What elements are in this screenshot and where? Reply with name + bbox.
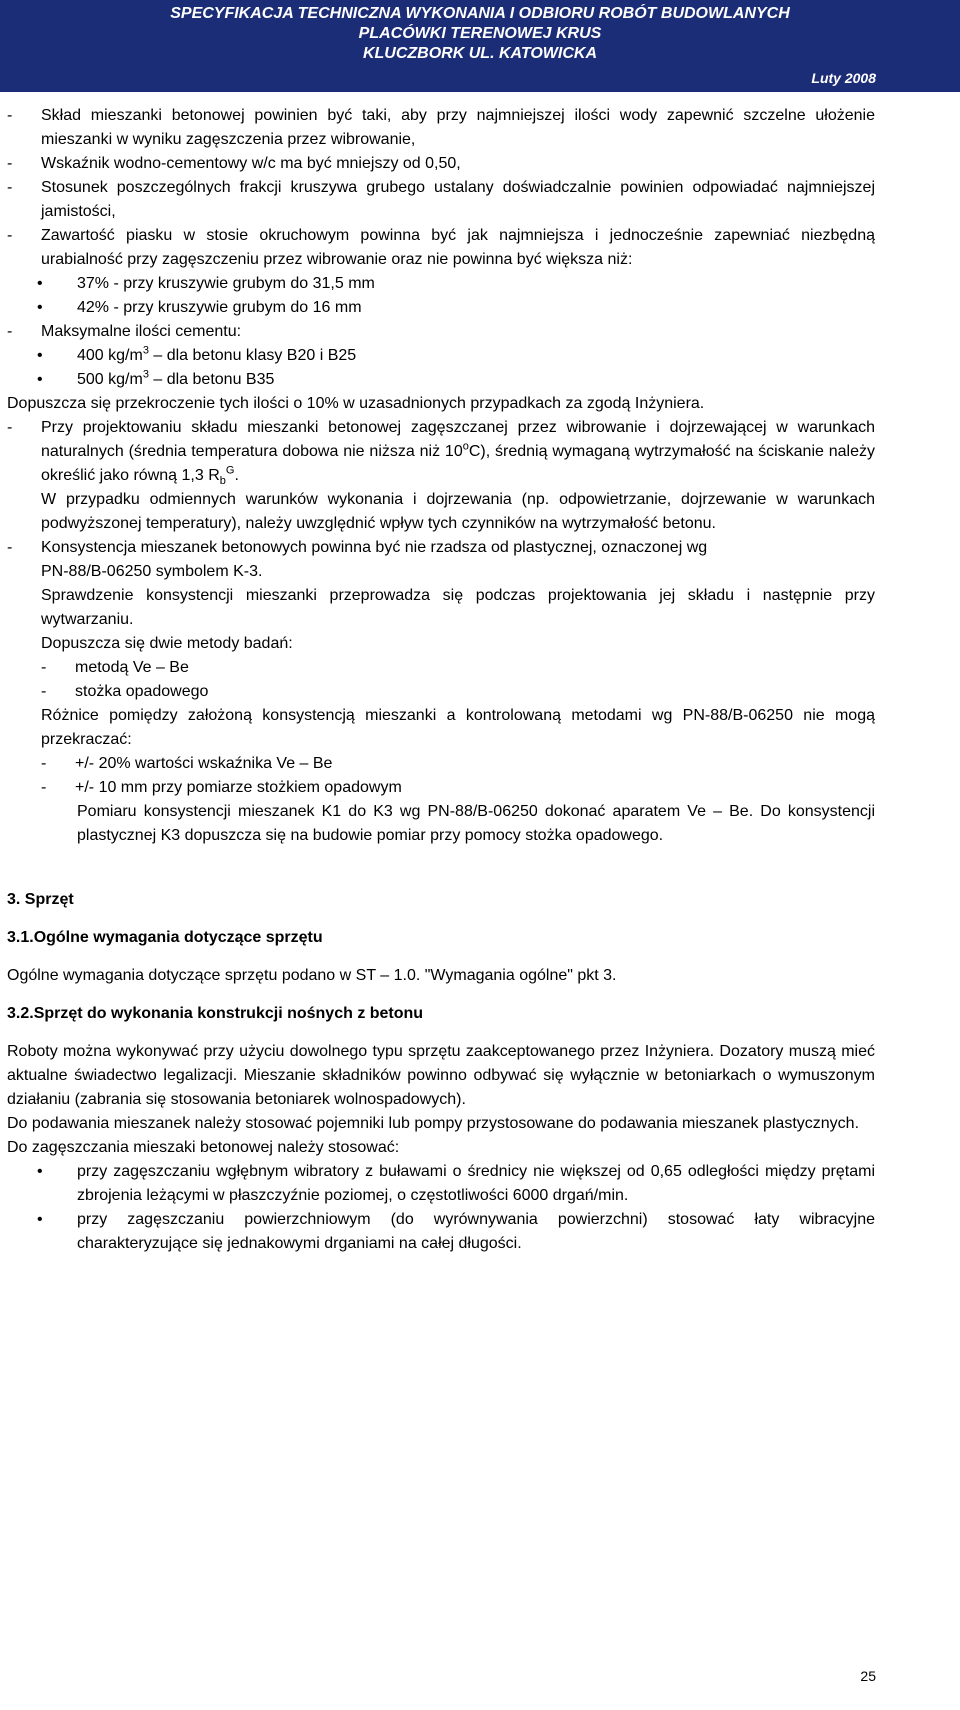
bullet-item [7, 1160, 875, 1208]
list-item: - stożka opadowego [7, 680, 875, 704]
page-number: 25 [860, 1668, 876, 1684]
paragraph: Przy projektowaniu składu mieszanki betonowej zagęszczanej przez wibrowanie i dojrzewającej w warunkach naturalnych (średnia temperatura dobowa nie niższa niż 10$^o$C), średnią wymaganą wytrzymałość na ściskanie należy określić jako równą 1,3 $R_b^G$. [41, 419, 875, 488]
list-text: +/- 20% wartości wskaźnika Ve – Be [75, 755, 333, 772]
paragraph: Do zagęszczania mieszaki betonowej należy stosować: [7, 1139, 400, 1156]
paragraph: Dopuszcza się przekroczenie tych ilości o 10% w uzasadnionych przypadkach za zgodą Inżyniera. [7, 395, 705, 412]
bullet-text: 42% - przy kruszywie grubym do 16 mm [77, 299, 362, 316]
subsection-heading: 3.2.Sprzęt do wykonania konstrukcji nośnych z betonu [7, 1005, 424, 1022]
list-item: - metodą Ve – Be [7, 656, 875, 680]
page-header [0, 0, 960, 92]
paragraph: Ogólne wymagania dotyczące sprzętu podano w ST – 1.0. "Wymagania ogólne" pkt 3. [7, 967, 617, 984]
paragraph: W przypadku odmiennych warunków wykonania i dojrzewania (np. odpowietrzanie, dojrzewanie w warunkach podwyższonej temperatury), należy uwzględnić wpływ tych czynników na wytrzymałość betonu. [41, 491, 875, 532]
paragraph: Skład mieszanki betonowej powinien być taki, aby przy najmniejszej ilości wody zapewnić szczelne ułożenie mieszanki w wyniku zagęszczenia przez wibrowanie, [41, 107, 875, 148]
list-item: - Przy projektowaniu składu mieszanki betonowej zagęszczanej przez wibrowanie i dojrzewającej w warunkach naturalnych (średnia temperatura dobowa nie niższa niż 10$^o$C), średnią wymaganą wytrzymałość na ściskanie należy określić jako równą 1,3 $R_b^G$. [7, 416, 875, 488]
paragraph: Do podawania mieszanek należy stosować pojemniki lub pompy przystosowane do podawania mieszanek plastycznych. [7, 1115, 860, 1132]
bullet-text: 500 $kg/m^3$ – dla betonu B35 [77, 368, 275, 388]
header-date: Luty 2008 [811, 70, 876, 86]
list-item: - Stosunek poszczególnych frakcji kruszywa grubego ustalany doświadczalnie powinien odpowiadać najmniejszej jamistości, [7, 176, 875, 224]
paragraph: Maksymalne ilości cementu: [41, 323, 242, 340]
paragraph: Sprawdzenie konsystencji mieszanki przeprowadza się podczas projektowania jej składu i następnie przy wytwarzaniu. [41, 587, 875, 628]
paragraph: PN-88/B-06250 symbolem K-3. [41, 563, 263, 580]
paragraph: Dopuszcza się dwie metody badań: [41, 635, 293, 652]
section-heading: 3. Sprzęt [7, 891, 74, 908]
bullet-item [7, 344, 875, 368]
paragraph: Wskaźnik wodno-cementowy w/c ma być mniejszy od 0,50, [41, 155, 461, 172]
bullet-item [7, 368, 875, 392]
bullet-text: przy zagęszczaniu powierzchniowym (do wyrównywania powierzchni) stosować łaty wibracyjne charakteryzujące się jednakowymi drganiami na całej długości. [77, 1211, 875, 1252]
paragraph: Różnice pomiędzy założoną konsystencją mieszanki a kontrolowaną metodami wg PN-88/B-06250 nie mogą przekraczać: [41, 707, 875, 748]
list-item: - Konsystencja mieszanek betonowych powinna być nie rzadsza od plastycznej, oznaczonej wg [7, 536, 875, 560]
list-item: - Zawartość piasku w stosie okruchowym powinna być jak najmniejsza i jednocześnie zapewniać niezbędną urabialność przy zagęszczeniu przez wibrowanie oraz nie powinna być większa niż: [7, 224, 875, 272]
paragraph: Zawartość piasku w stosie okruchowym powinna być jak najmniejsza i jednocześnie zapewniać niezbędną urabialność przy zagęszczeniu przez wibrowanie oraz nie powinna być większa niż: [41, 227, 875, 268]
bullet-item [7, 1208, 875, 1256]
paragraph: Roboty można wykonywać przy użyciu dowolnego typu sprzętu zaakceptowanego przez Inżyniera. Dozatory muszą mieć aktualne świadectwo legalizacji. Mieszanie składników powinno odbywać się wyłącznie w betoniarkach o wymuszonym działaniu (zabrania się stosowania betoniarek wolnospadowych). [7, 1043, 875, 1108]
header-title-line1: SPECYFIKACJA TECHNICZNA WYKONANIA I ODBIORU ROBÓT BUDOWLANYCH [170, 5, 790, 22]
list-item: - Maksymalne ilości cementu: [7, 320, 875, 344]
list-item: - Wskaźnik wodno-cementowy w/c ma być mniejszy od 0,50, [7, 152, 875, 176]
bullet-icon [37, 368, 77, 392]
bullet-icon [37, 296, 77, 320]
bullet-text: 37% - przy kruszywie grubym do 31,5 mm [77, 275, 375, 292]
header-title-line2: PLACÓWKI TERENOWEJ KRUS [358, 25, 602, 42]
bullet-item [7, 296, 875, 320]
list-text: stożka opadowego [75, 683, 209, 700]
paragraph: Konsystencja mieszanek betonowych powinna być nie rzadsza od plastycznej, oznaczonej wg [41, 539, 708, 556]
bullet-item [7, 272, 875, 296]
list-item: - Skład mieszanki betonowej powinien być taki, aby przy najmniejszej ilości wody zapewnić szczelne ułożenie mieszanki w wyniku zagęszczenia przez wibrowanie, [7, 104, 875, 152]
bullet-icon [37, 272, 77, 296]
bullet-icon [37, 344, 77, 368]
bullet-icon [37, 1208, 77, 1232]
bullet-text: przy zagęszczaniu wgłębnym wibratory z buławami o średnicy nie większej od 0,65 odległości między prętami zbrojenia leżącymi w płaszczyźnie poziomej, o częstotliwości 6000 drgań/min. [77, 1163, 875, 1204]
paragraph: Pomiaru konsystencji mieszanek K1 do K3 wg PN-88/B-06250 dokonać aparatem Ve – Be. Do konsystencji plastycznej K3 dopuszcza się na budowie pomiar przy pomocy stożka opadowego. [77, 803, 875, 844]
paragraph: Stosunek poszczególnych frakcji kruszywa grubego ustalany doświadczalnie powinien odpowiadać najmniejszej jamistości, [41, 179, 875, 220]
subsection-heading: 3.1.Ogólne wymagania dotyczące sprzętu [7, 929, 323, 946]
list-item: - +/- 20% wartości wskaźnika Ve – Be [7, 752, 875, 776]
list-text: +/- 10 mm przy pomiarze stożkiem opadowym [75, 779, 402, 796]
list-item: - +/- 10 mm przy pomiarze stożkiem opadowym [7, 776, 875, 800]
document-body [7, 104, 875, 1256]
list-text: metodą Ve – Be [75, 659, 189, 676]
bullet-text: 400 $kg/m^3$ – dla betonu klasy B20 i B25 [77, 344, 357, 364]
header-title-line3: KLUCZBORK UL. KATOWICKA [362, 45, 598, 62]
bullet-icon [37, 1160, 77, 1184]
